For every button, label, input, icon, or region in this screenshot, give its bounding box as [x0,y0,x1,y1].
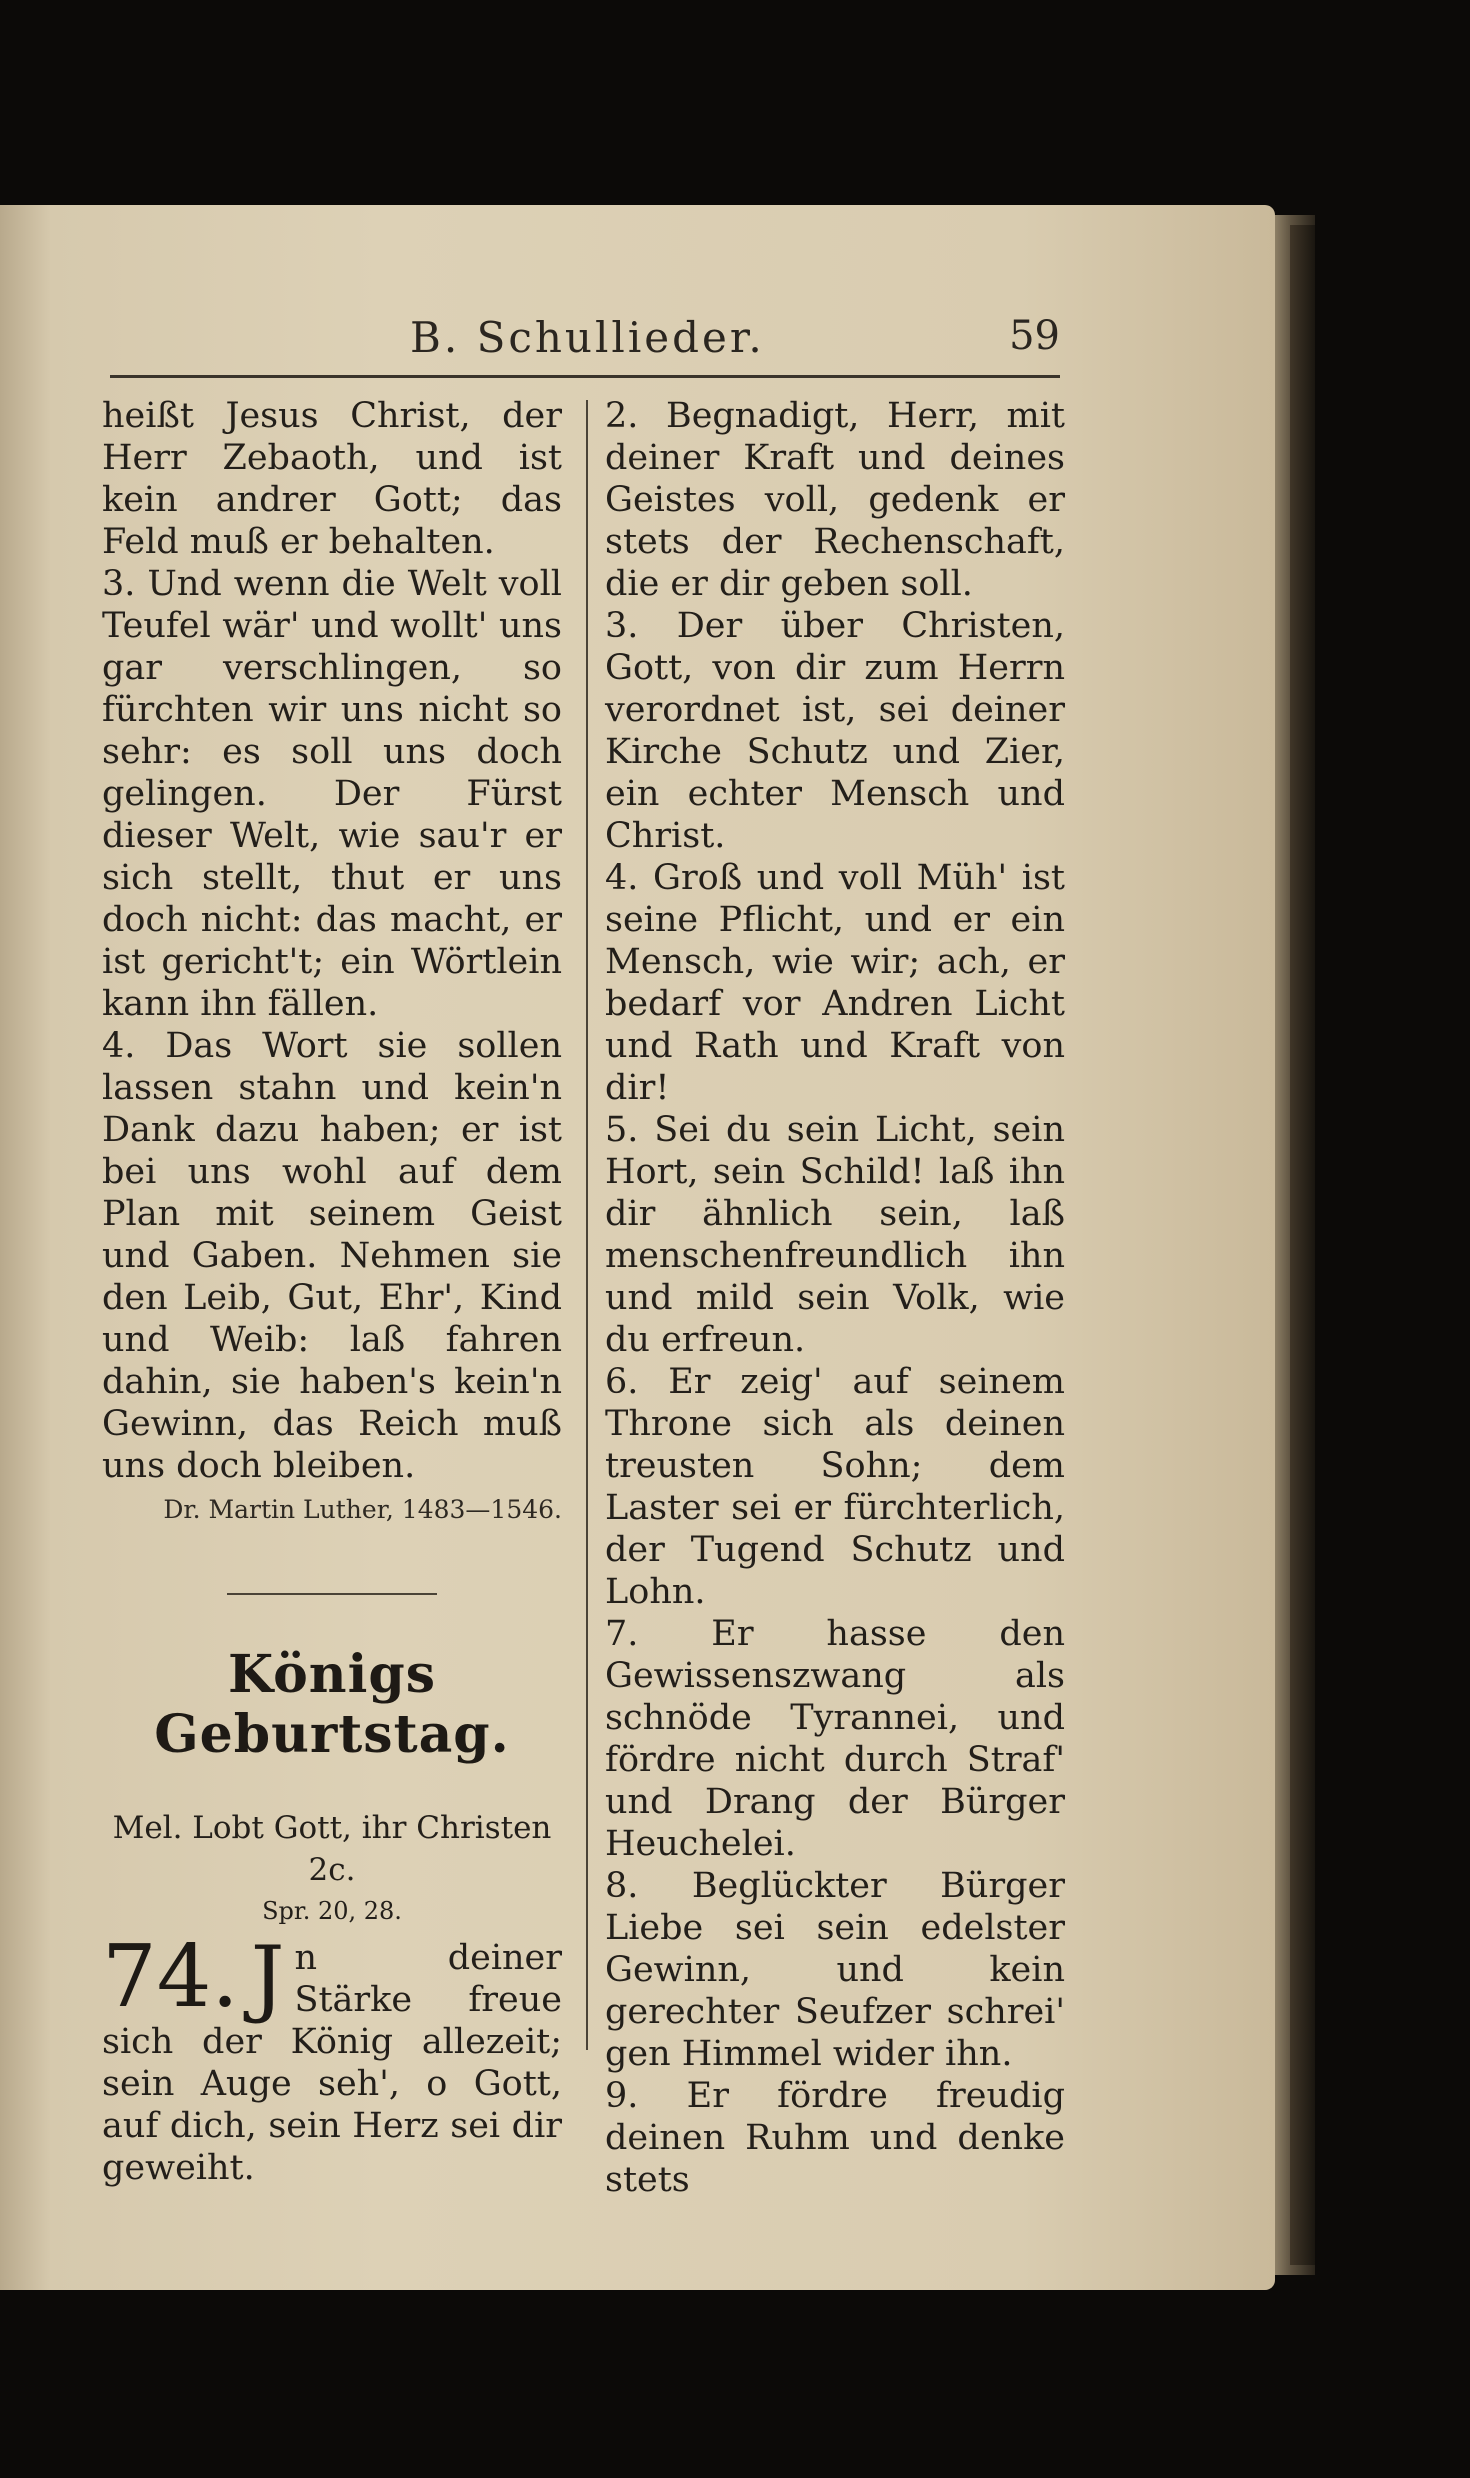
verse-paragraph: 4. Groß und voll Müh' ist seine Pflicht, und er ein Mensch, wie wir; ach, er bedarf vor Andren Licht und Rath und Kraft von dir! [605,858,1065,1108]
scripture-reference: Spr. 20, 28. [262,1897,402,1925]
verse-paragraph: 7. Er hasse den Gewissenszwang als schnöde Tyrannei, und fördre nicht durch Straf' und Drang der Bürger Heuchelei. [605,1614,1065,1864]
drop-cap: J [250,1928,285,2026]
verse-paragraph: 3. Und wenn die Welt voll Teufel wär' und wollt' uns gar verschlingen, so fürchten wir uns nicht so sehr: es soll uns doch gelingen. Der Fürst dieser Welt, wie sau'r er sich stellt, thut er uns doch nicht: das macht, er ist gericht't; ein Wörtlein kann ihn fällen. [102,564,562,1024]
page-number: 59 [1009,313,1060,359]
right-column [605,395,1065,2201]
header-rule [110,375,1060,378]
verse-paragraph: 9. Er fördre freudig deinen Ruhm und denke stets [605,2076,1065,2200]
hymn-first-verse [102,1927,562,2189]
verse-paragraph: 3. Der über Christen, Gott, von dir zum Herrn verordnet ist, sei deiner Kirche Schutz und Zier, ein echter Mensch und Christ. [605,606,1065,856]
verse-paragraph: 8. Beglückter Bürger Liebe sei sein edelster Gewinn, und kein gerechter Seufzer schrei' gen Himmel wider ihn. [605,1866,1065,2074]
melody-line: Mel. Lobt Gott, ihr Christen 2c. [112,1810,552,1888]
running-head: B. Schullieder. [410,313,765,362]
verse-paragraph: 6. Er zeig' auf seinem Throne sich als deinen treusten Sohn; dem Laster sei er fürchterlich, der Tugend Schutz und Lohn. [605,1362,1065,1612]
verse-paragraph: 4. Das Wort sie sollen lassen stahn und kein'n Dank dazu haben; er ist bei uns wohl auf dem Plan mit seinem Geist und Gaben. Nehmen sie den Leib, Gut, Ehr', Kind und Weib: laß fahren dahin, sie haben's kein'n Gewinn, das Reich muß uns doch bleiben. [102,1026,562,1486]
verse-paragraph: 5. Sei du sein Licht, sein Hort, sein Schild! laß ihn dir ähnlich sein, laß menschenfreundlich ihn und mild sein Volk, wie du erfreun. [605,1110,1065,1360]
hymn-number: 74. [102,1927,239,2027]
section-divider [227,1593,437,1595]
left-column [102,395,562,2189]
book-spine [1290,225,1315,2265]
hymn-title: Königs Geburtstag. [154,1644,510,1765]
verse-paragraph: n deiner Stärke freue sich der König allezeit; sein Auge seh', o Gott, auf dich, sein Herz sei dir geweiht. [102,1938,562,2188]
verse-paragraph: heißt Jesus Christ, der Herr Zebaoth, und ist kein andrer Gott; das Feld muß er behalten. [102,396,562,562]
column-divider [586,400,588,2050]
verse-paragraph: 2. Begnadigt, Herr, mit deiner Kraft und deines Geistes voll, gedenk er stets der Rechenschaft, die er dir geben soll. [605,396,1065,604]
page-header [110,305,1060,375]
author-attribution: Dr. Martin Luther, 1483—1546. [163,1495,562,1524]
